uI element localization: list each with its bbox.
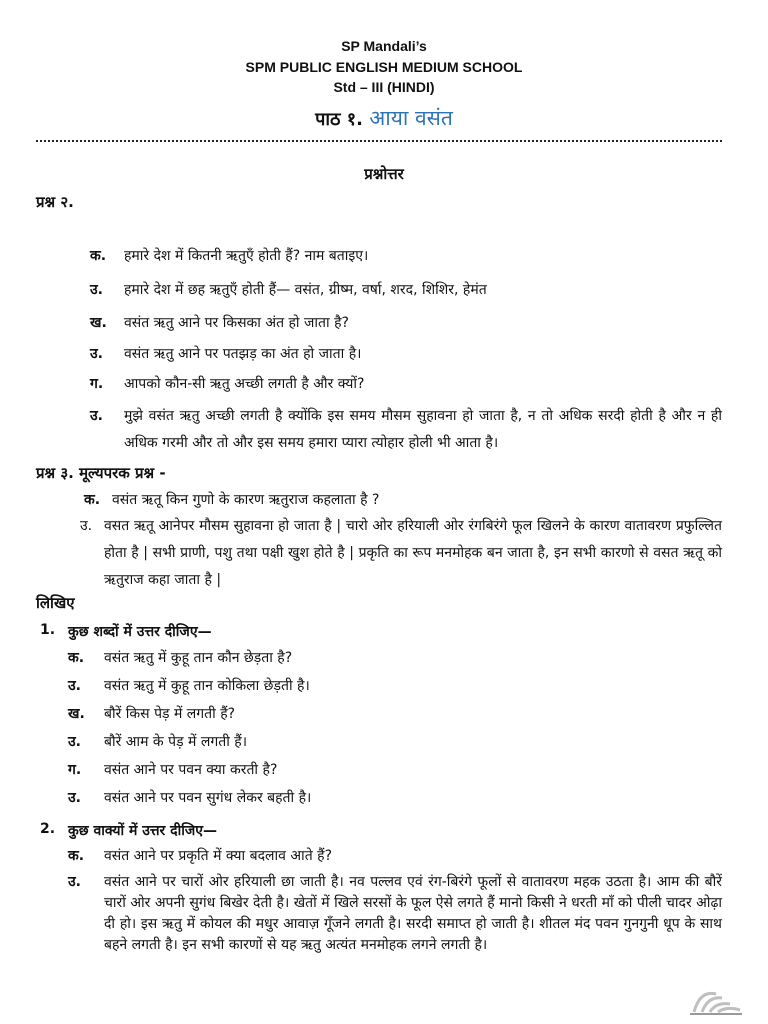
item-text: मुझे वसंत ऋतु अच्छी लगती है क्योंकि इस समय मौसम सुहावना हो जाता है, न तो अधिक सरदी होती है और न ही अधिक गरमी और तो और इस समय हमारा प्यारा त्योहार होली भी आता है। — [124, 408, 722, 451]
list-item — [68, 645, 722, 672]
item-text: वसंत ऋतू किन गुणो के कारण ऋतुराज कहलाता है ? — [112, 492, 380, 508]
list-item — [68, 843, 722, 870]
list-item — [68, 729, 722, 756]
item-marker: क. — [90, 248, 107, 264]
lesson-heading — [0, 104, 768, 132]
item-text: हमारे देश में छह ऋतुएँ होती हैं— वसंत, ग्रीष्म, वर्षा, शरद, शिशिर, हेमंत — [124, 282, 487, 298]
item-text: वसंत आने पर पवन सुगंध लेकर बहती है। — [104, 790, 312, 806]
item-marker: उ. — [68, 678, 81, 694]
item-text: वसंत ऋतु आने पर किसका अंत हो जाता है? — [124, 315, 349, 331]
item-marker: ख. — [90, 315, 107, 331]
item-text: वसंत आने पर पवन क्या करती है? — [104, 762, 278, 778]
item-marker: ख. — [68, 706, 85, 722]
section-1-number: 1. — [40, 622, 56, 638]
item-text: हमारे देश में कितनी ऋतुएँ होती हैं? नाम बताइए। — [124, 248, 369, 264]
list-item — [90, 341, 722, 368]
list-item — [90, 277, 722, 304]
item-text: वसंत आने पर चारों ओर हरियाली छा जाती है। नव पल्लव एवं रंग-बिरंगे फूलों से वातावरण महक उठता है। आम की बौरें चारों ओर अपनी सुगंध बिखेर देती है। खेतों में खिले सरसों के फूल ऐसे लगते हैं मानो किसी ने धरती माँ को पीली चादर ओढ़ा दी हो। इस ऋतु में कोयल की मधुर आवाज़ गूँजने लगती है। सरदी समाप्त हो जाती है। शीतल मंद पवन गुनगुनी धूप के साथ बहने लगती है। इन सभी कारणों से यह ऋतु अत्यंत मनमोहक लगने लगती है। — [104, 874, 722, 953]
item-text: बौरें किस पेड़ में लगती हैं? — [104, 706, 236, 722]
item-text: आपको कौन-सी ऋतु अच्छी लगती है और क्यों? — [124, 376, 365, 392]
item-text: बौरें आम के पेड़ में लगती हैं। — [104, 734, 248, 750]
dotted-divider — [36, 140, 722, 142]
question-2-label: प्रश्न २. — [36, 193, 74, 211]
item-marker: क. — [84, 492, 101, 508]
item-marker: उ. — [80, 518, 93, 534]
write-heading: लिखिए — [36, 594, 75, 612]
list-item — [68, 872, 722, 956]
item-marker: उ. — [68, 790, 81, 806]
section-2-title: कुछ वाक्यों में उत्तर दीजिए— — [68, 823, 217, 839]
standard-label: Std – III (HINDI) — [333, 79, 435, 95]
answers-heading: प्रश्नोत्तर — [364, 165, 404, 183]
item-marker: उ. — [90, 346, 103, 362]
org-name: SP Mandali’s — [341, 38, 427, 54]
item-text: वसत ऋतू आनेपर मौसम सुहावना हो जाता है | चारो ओर हरियाली ओर रंगबिरंगे फूल खिलने के कारण वातावरण प्रफुल्लित होता है | सभी प्राणी, पशु तथा पक्षी खुश होते है | प्रकृति का रूप मनमोहक बन जाता है, इन सभी कारणो से वसत ऋतू को ऋतुराज कहा जाता है | — [104, 518, 722, 588]
list-item — [84, 487, 722, 514]
item-marker: ग. — [90, 376, 104, 392]
list-item — [80, 513, 722, 594]
lesson-prefix: पाठ १. — [315, 109, 363, 130]
school-name: SPM PUBLIC ENGLISH MEDIUM SCHOOL — [245, 59, 523, 75]
question-3-label: प्रश्न ३. मूल्यपरक प्रश्न - — [36, 464, 166, 482]
decorative-ornament-icon — [688, 972, 744, 1016]
item-marker: उ. — [68, 874, 81, 890]
item-marker: ग. — [68, 762, 82, 778]
list-item — [68, 701, 722, 728]
item-marker: उ. — [90, 408, 103, 424]
section-1-title: कुछ शब्दों में उत्तर दीजिए— — [68, 624, 212, 640]
item-marker: क. — [68, 848, 85, 864]
item-text: वसंत ऋतु में कुहू तान कौन छेड़ता है? — [104, 650, 293, 666]
list-item — [90, 310, 722, 337]
list-item — [68, 757, 722, 784]
item-marker: क. — [68, 650, 85, 666]
list-item — [68, 785, 722, 812]
list-item — [90, 243, 722, 270]
lesson-title: आया वसंत — [369, 106, 453, 130]
item-text: वसंत ऋतु आने पर पतझड़ का अंत हो जाता है। — [124, 346, 362, 362]
list-item — [90, 371, 722, 398]
item-marker: उ. — [68, 734, 81, 750]
section-2-number: 2. — [40, 821, 56, 837]
list-item — [90, 403, 722, 457]
item-marker: उ. — [90, 282, 103, 298]
item-text: वसंत ऋतु में कुहू तान कोकिला छेड़ती है। — [104, 678, 310, 694]
item-text: वसंत आने पर प्रकृति में क्या बदलाव आते हैं? — [104, 848, 332, 864]
list-item — [68, 673, 722, 700]
